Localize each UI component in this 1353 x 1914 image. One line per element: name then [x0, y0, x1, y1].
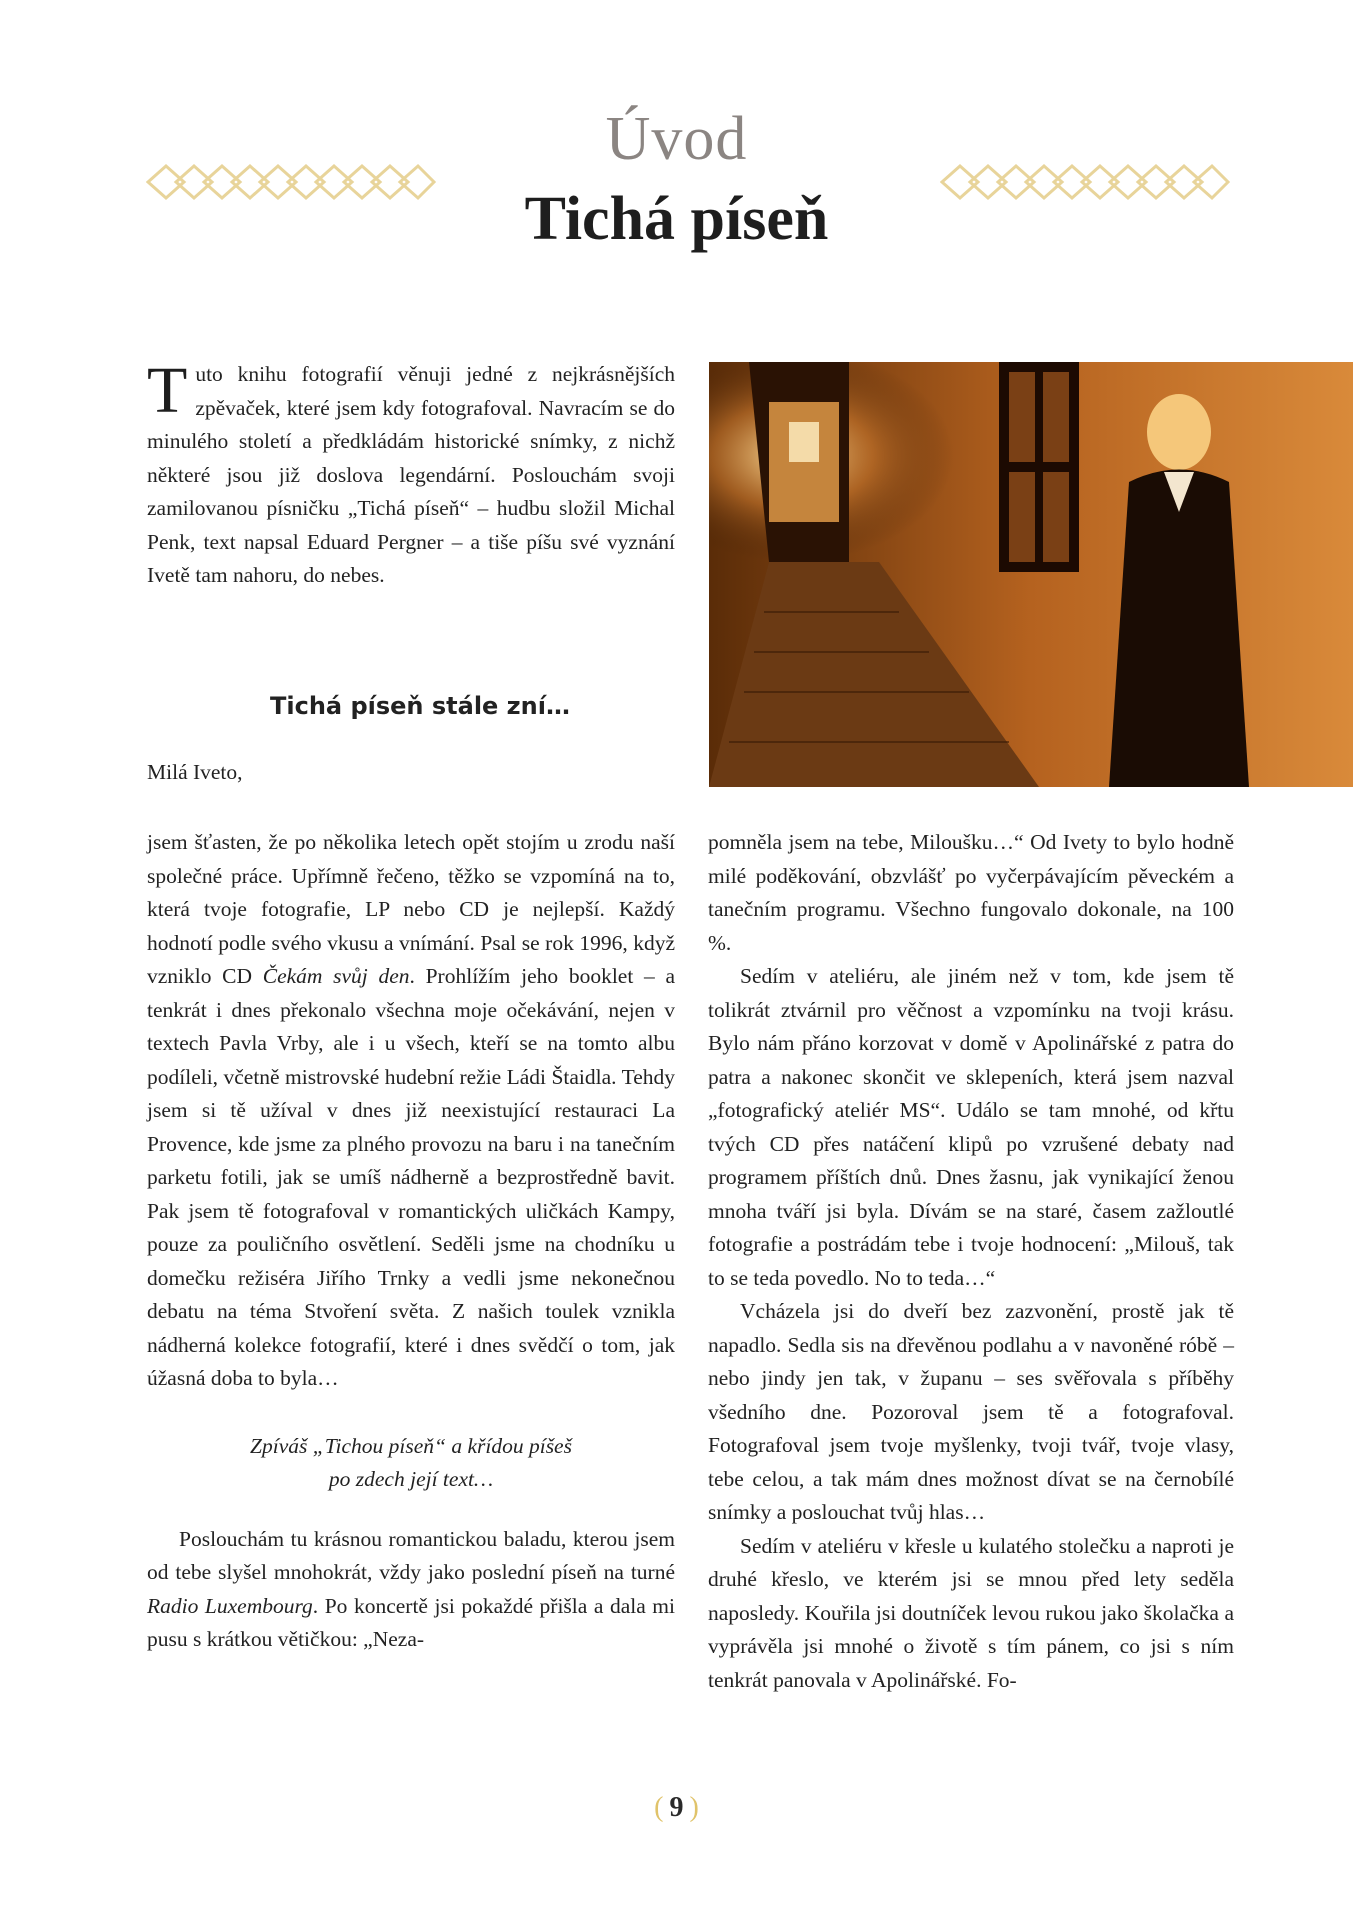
letter-salutation: Milá Iveto, — [147, 760, 243, 784]
chapter-title: Tichá píseň — [524, 185, 829, 253]
drop-cap: T — [147, 354, 188, 427]
singer-night-alley-photo — [709, 362, 1353, 787]
album-title: Čekám svůj den — [262, 964, 410, 988]
left-text-column — [147, 826, 675, 1657]
letter-paragraph — [147, 1523, 675, 1657]
right-text-column — [708, 826, 1234, 1697]
section-subheading: Tichá píseň stále zní… — [270, 692, 570, 720]
lyric-line-2: po zdech její text… — [328, 1467, 494, 1491]
paragraph-text: . Prohlížím jeho booklet – a tenkrát i dnes překonalo všechna moje očekávání, nejen v textech Pavla Vrby, ale i u všech, kteří se na tomto albu podíleli, včetně mistrovské hudební režie Ládi Štaidla. Tehdy jsem si tě užíval v dnes již neexistující restauraci La Provence, kde jsme za plného provozu na baru i na tanečním parketu fotili, jak se umíš nádherně a bezprostředně bavit. Pak jsem tě fotografoval v romantických uličkách Kampy, pouze za pouličního osvětlení. Seděli jsme na chodníku u domečku režiséra Jiřího Trnky a vedli jsme nekonečnou debatu na téma Stvoření světa. Z našich toulek vznikla nádherná kolekce fotografií, které i dnes svědčí o tom, jak úžasná doba to byla… — [147, 964, 675, 1390]
paragraph-text: jsem šťasten, že po několika letech opět stojím u zrodu naší společné práce. Upřímně řečeno, těžko se vzpomíná na to, která tvoje fotografie, LP nebo CD je nejlepší. Každý hodnotí podle svého vkusu a vnímání. Psal se rok 1996, když vzniklo CD — [147, 830, 675, 988]
intro-paragraph — [147, 354, 675, 593]
paragraph-text: . Po koncertě jsi pokaždé přišla a dala mi pusu s krátkou větičkou: „Neza- — [147, 1593, 675, 1651]
section-kicker: Úvod — [605, 105, 748, 173]
page-number — [0, 1792, 1353, 1824]
lyric-quote — [147, 1430, 675, 1497]
intro-text: uto knihu fotografií věnuji jedné z nejkrásnějších zpěvaček, které jsem kdy fotografoval. Navracím se do minulého století a předkládám historické snímky, z nichž některé jsou již doslova legendární. Poslouchám svoji zamilovanou písničku „Tichá píseň“ – hudbu složil Michal Penk, text napsal Eduard Pergner – a tiše píšu své vyznání Ivetě tam nahoru, do nebes. — [147, 362, 675, 587]
page-number-bracket-left: ( — [654, 1792, 664, 1823]
letter-paragraph: pomněla jsem na tebe, Miloušku…“ Od Ivety to bylo hodně milé poděkování, obzvlášť po vyčerpávajícím pěveckém a tanečním programu. Všechno fungovalo dokonale, na 100 %. — [708, 830, 1234, 955]
paragraph-text: Poslouchám tu krásnou romantickou baladu, kterou jsem od tebe slyšel mnohokrát, vždy jako poslední píseň na turné — [147, 1526, 675, 1584]
letter-paragraph: Sedím v ateliéru v křesle u kulatého stolečku a naproti je druhé křeslo, ve kterém jsi se mnou před lety seděla naposledy. Kouřila jsi doutníček levou rukou jako školačka a vyprávěla jsi mnohé o životě s tím pánem, co jsi s ním tenkrát panovala v Apolinářské. Fo- — [708, 1533, 1234, 1692]
page-number-bracket-right: ) — [689, 1792, 699, 1823]
letter-paragraph: Sedím v ateliéru, ale jiném než v tom, kde jsem tě tolikrát ztvárnil pro věčnost a vzpomínku na tvoji krásu. Bylo nám přáno korzovat v domě v Apolinářské z patra do patra a nakonec skončit ve sklepeních, která jsem nazval „fotografický ateliér MS“. Událo se tam mnohé, od křtu tvých CD přes natáčení klipů po vzrušené debaty nad programem příštích dnů. Dnes žasnu, jak vynikající ženou mnoha tváří jsi byla. Dívám se na staré, časem zažloutlé fotografie a postrádám tebe i tvoje hodnocení: „Milouš, tak to se teda povedlo. No to teda…“ — [708, 964, 1234, 1290]
tour-title: Radio Luxembourg — [147, 1593, 313, 1618]
letter-paragraph — [147, 826, 675, 1396]
lyric-line-1: Zpíváš „Tichou píseň“ a křídou píšeš — [250, 1433, 572, 1458]
letter-paragraph: Vcházela jsi do dveří bez zazvonění, prostě jak tě napadlo. Sedla sis na dřevěnou podlahu a v navoněné róbě – nebo jindy jen tak, v županu – ses svěřovala s příběhy všedního dne. Pozoroval jsem tě a fotografoval. Fotografoval jsem tvoje myšlenky, tvoji tvář, tvoje vlasy, tebe celou, a tak mám dnes možnost dívat se na černobílé snímky a poslouchat tvůj hlas… — [708, 1299, 1234, 1524]
page-number-value: 9 — [669, 1792, 684, 1823]
